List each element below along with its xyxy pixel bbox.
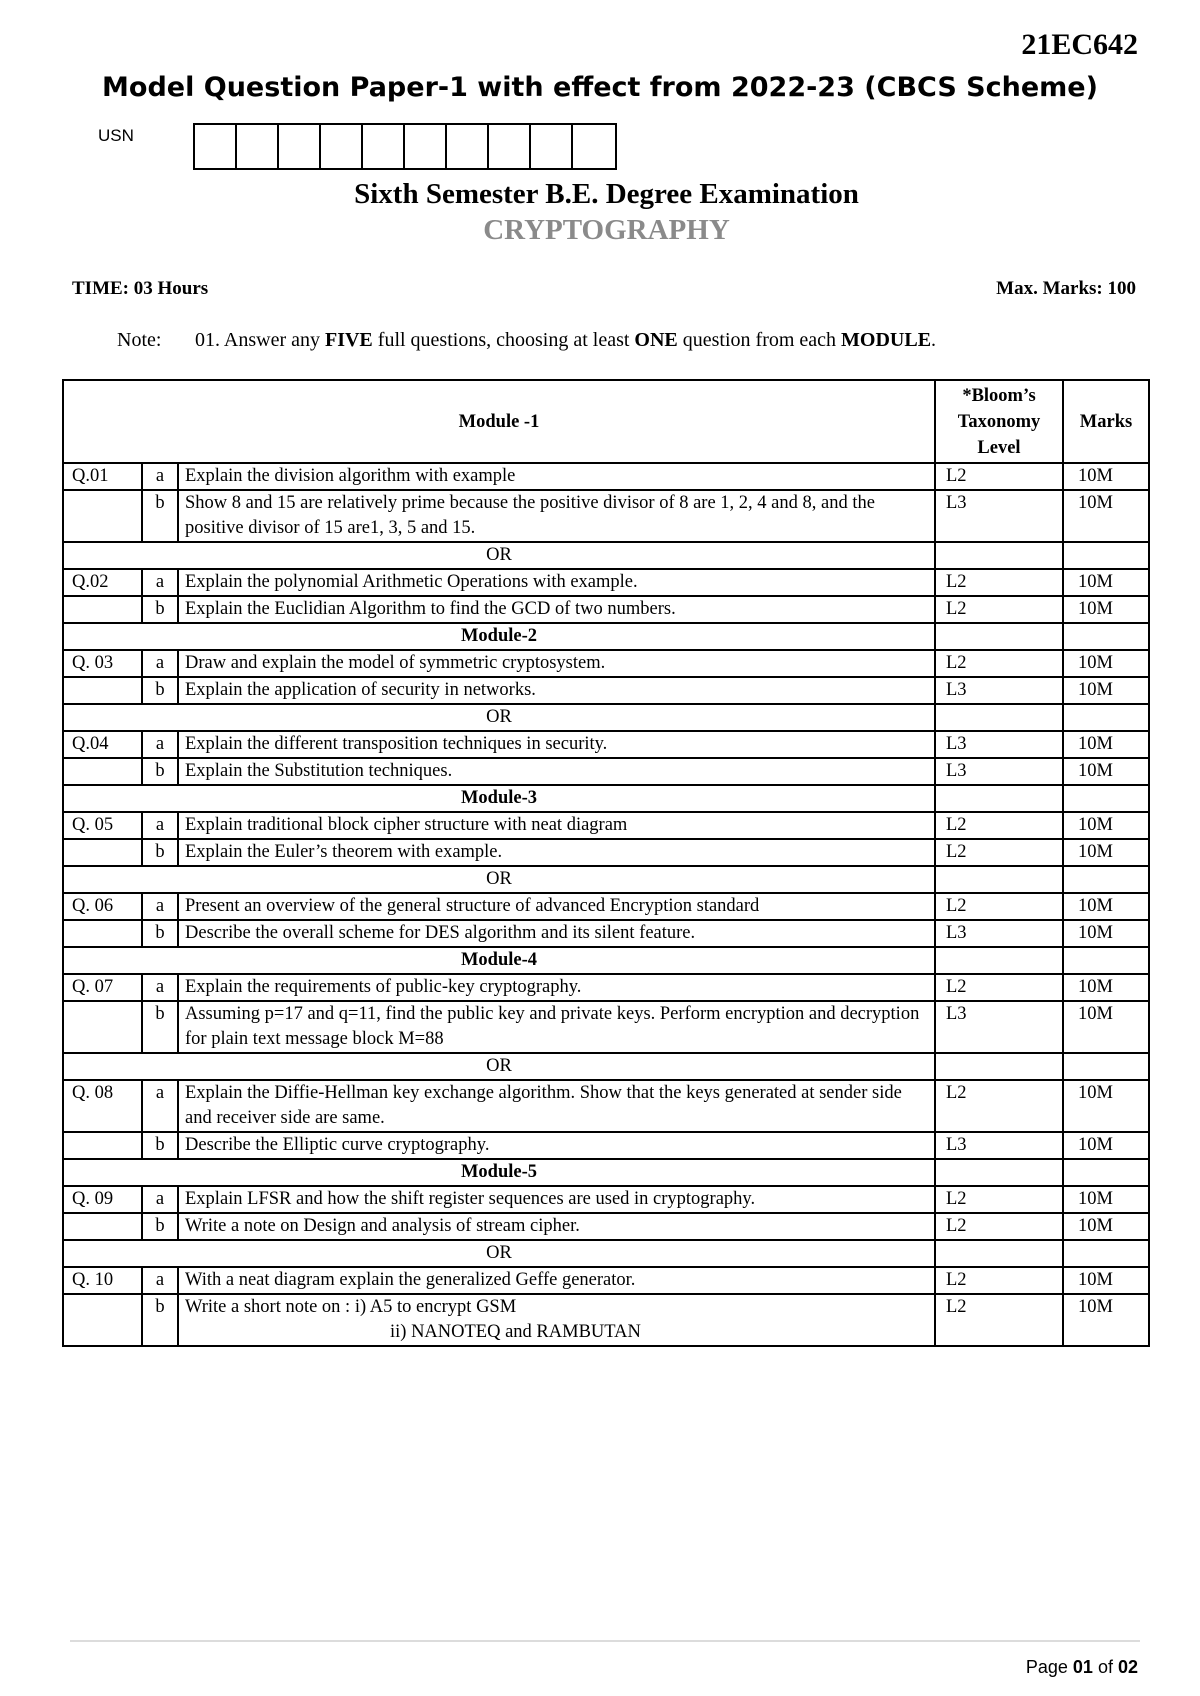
or-separator-row xyxy=(63,704,1149,731)
usn-box[interactable] xyxy=(321,125,363,168)
question-number xyxy=(63,1294,142,1346)
question-part: a xyxy=(142,569,178,596)
question-marks: 10M xyxy=(1063,1294,1149,1346)
blooms-level: L2 xyxy=(935,974,1063,1001)
question-row xyxy=(63,1080,1149,1132)
question-number xyxy=(63,596,142,623)
question-text: Explain the Euclidian Algorithm to find the GCD of two numbers. xyxy=(178,596,935,623)
blooms-header: *Bloom’s Taxonomy Level xyxy=(935,380,1063,463)
question-part: b xyxy=(142,677,178,704)
question-part: b xyxy=(142,596,178,623)
question-text-line: ii) NANOTEQ and RAMBUTAN xyxy=(390,1322,641,1342)
question-number xyxy=(63,1001,142,1053)
question-row xyxy=(63,1132,1149,1159)
blooms-level: L2 xyxy=(935,463,1063,490)
question-marks: 10M xyxy=(1063,758,1149,785)
blooms-level: L2 xyxy=(935,1213,1063,1240)
question-text: Explain the Diffie-Hellman key exchange algorithm. Show that the keys generated at sender side and receiver side are same. xyxy=(178,1080,935,1132)
usn-box[interactable] xyxy=(573,125,615,168)
or-label: OR xyxy=(63,866,935,893)
question-text: Assuming p=17 and q=11, find the public key and private keys. Perform encryption and decryption for plain text message block M=88 xyxy=(178,1001,935,1053)
blooms-level: L3 xyxy=(935,920,1063,947)
module-row xyxy=(63,1159,1149,1186)
question-text: Explain the different transposition techniques in security. xyxy=(178,731,935,758)
question-part: a xyxy=(142,731,178,758)
question-row xyxy=(63,677,1149,704)
question-text: Draw and explain the model of symmetric cryptosystem. xyxy=(178,650,935,677)
question-text: Describe the overall scheme for DES algorithm and its silent feature. xyxy=(178,920,935,947)
question-row xyxy=(63,812,1149,839)
question-marks: 10M xyxy=(1063,1001,1149,1053)
question-text: Present an overview of the general structure of advanced Encryption standard xyxy=(178,893,935,920)
usn-box[interactable] xyxy=(447,125,489,168)
blooms-level: L2 xyxy=(935,1186,1063,1213)
or-label: OR xyxy=(63,704,935,731)
note-label: Note: xyxy=(117,329,162,351)
question-text: Explain LFSR and how the shift register sequences are used in cryptography. xyxy=(178,1186,935,1213)
question-marks: 10M xyxy=(1063,650,1149,677)
question-part: b xyxy=(142,920,178,947)
question-row xyxy=(63,463,1149,490)
question-row xyxy=(63,569,1149,596)
blooms-level: L2 xyxy=(935,1080,1063,1132)
question-number: Q. 07 xyxy=(63,974,142,1001)
question-marks: 10M xyxy=(1063,839,1149,866)
usn-label: USN xyxy=(98,126,134,145)
question-number: Q.04 xyxy=(63,731,142,758)
note-text: 01. Answer any FIVE full questions, choosing at least ONE question from each MODULE. xyxy=(195,329,937,351)
blooms-level: L2 xyxy=(935,596,1063,623)
question-part: b xyxy=(142,1294,178,1346)
blooms-level: L3 xyxy=(935,677,1063,704)
page-number: Page 01 of 02 xyxy=(1025,1657,1138,1677)
question-number: Q. 06 xyxy=(63,893,142,920)
question-row xyxy=(63,490,1149,542)
blooms-level: L2 xyxy=(935,893,1063,920)
question-number: Q. 09 xyxy=(63,1186,142,1213)
question-marks: 10M xyxy=(1063,731,1149,758)
question-part: a xyxy=(142,812,178,839)
module-label: Module-4 xyxy=(63,947,935,974)
blooms-level: L2 xyxy=(935,1267,1063,1294)
usn-box[interactable] xyxy=(405,125,447,168)
usn-boxes xyxy=(193,123,617,170)
question-text: Write a note on Design and analysis of stream cipher. xyxy=(178,1213,935,1240)
blooms-level: L2 xyxy=(935,569,1063,596)
question-number xyxy=(63,490,142,542)
blooms-level: L2 xyxy=(935,650,1063,677)
question-row xyxy=(63,596,1149,623)
or-label: OR xyxy=(63,542,935,569)
usn-box[interactable] xyxy=(279,125,321,168)
or-separator-row xyxy=(63,1053,1149,1080)
question-number xyxy=(63,1213,142,1240)
question-row xyxy=(63,1186,1149,1213)
question-number: Q. 08 xyxy=(63,1080,142,1132)
question-row xyxy=(63,974,1149,1001)
question-text: Explain the Substitution techniques. xyxy=(178,758,935,785)
question-marks: 10M xyxy=(1063,812,1149,839)
question-text: Explain the requirements of public-key cryptography. xyxy=(178,974,935,1001)
question-row xyxy=(63,1294,1149,1346)
question-number xyxy=(63,920,142,947)
module-row xyxy=(63,785,1149,812)
marks-header: Marks xyxy=(1063,380,1149,463)
or-separator-row xyxy=(63,542,1149,569)
footer-divider xyxy=(70,1640,1140,1642)
question-marks: 10M xyxy=(1063,1132,1149,1159)
question-number: Q. 05 xyxy=(63,812,142,839)
question-part: a xyxy=(142,893,178,920)
question-row xyxy=(63,920,1149,947)
question-number: Q.01 xyxy=(63,463,142,490)
question-row xyxy=(63,1001,1149,1053)
blooms-level: L3 xyxy=(935,731,1063,758)
question-number xyxy=(63,839,142,866)
usn-box[interactable] xyxy=(195,125,237,168)
question-part: b xyxy=(142,1213,178,1240)
exam-time: TIME: 03 Hours xyxy=(72,278,209,299)
or-separator-row xyxy=(63,866,1149,893)
max-marks: Max. Marks: 100 xyxy=(996,278,1136,299)
question-table xyxy=(62,379,1150,1347)
question-part: b xyxy=(142,758,178,785)
question-part: a xyxy=(142,1267,178,1294)
question-part: a xyxy=(142,1186,178,1213)
question-number: Q. 03 xyxy=(63,650,142,677)
question-part: b xyxy=(142,1001,178,1053)
question-row xyxy=(63,758,1149,785)
question-marks: 10M xyxy=(1063,974,1149,1001)
or-separator-row xyxy=(63,1240,1149,1267)
question-part: b xyxy=(142,1132,178,1159)
question-text: Explain the division algorithm with example xyxy=(178,463,935,490)
module-row xyxy=(63,947,1149,974)
blooms-level: L3 xyxy=(935,1001,1063,1053)
module-heading: Module -1 xyxy=(63,380,935,463)
question-number: Q.02 xyxy=(63,569,142,596)
question-marks: 10M xyxy=(1063,920,1149,947)
question-text-line: Write a short note on : i) A5 to encrypt GSM xyxy=(185,1297,517,1317)
question-marks: 10M xyxy=(1063,1080,1149,1132)
or-label: OR xyxy=(63,1053,935,1080)
question-row xyxy=(63,839,1149,866)
blooms-level: L3 xyxy=(935,758,1063,785)
subject-name: CRYPTOGRAPHY xyxy=(483,214,730,246)
module-label: Module-5 xyxy=(63,1159,935,1186)
question-number xyxy=(63,677,142,704)
exam-name: Sixth Semester B.E. Degree Examination xyxy=(354,178,859,210)
question-text: Show 8 and 15 are relatively prime because the positive divisor of 8 are 1, 2, 4 and 8, and the positive divisor of 15 are1, 3, 5 and 15. xyxy=(178,490,935,542)
question-part: a xyxy=(142,650,178,677)
question-marks: 10M xyxy=(1063,596,1149,623)
question-text: Explain the polynomial Arithmetic Operations with example. xyxy=(178,569,935,596)
question-marks: 10M xyxy=(1063,677,1149,704)
question-part: b xyxy=(142,490,178,542)
question-row xyxy=(63,1267,1149,1294)
question-number: Q. 10 xyxy=(63,1267,142,1294)
question-row xyxy=(63,731,1149,758)
question-marks: 10M xyxy=(1063,893,1149,920)
question-part: a xyxy=(142,974,178,1001)
question-row xyxy=(63,893,1149,920)
paper-title: Model Question Paper-1 with effect from 2022-23 (CBCS Scheme) xyxy=(102,72,1098,103)
question-text: With a neat diagram explain the generalized Geffe generator. xyxy=(178,1267,935,1294)
module-label: Module-2 xyxy=(63,623,935,650)
question-row xyxy=(63,650,1149,677)
question-marks: 10M xyxy=(1063,569,1149,596)
paper-code: 21EC642 xyxy=(1021,28,1138,61)
question-number xyxy=(63,758,142,785)
blooms-level: L2 xyxy=(935,1294,1063,1346)
blooms-level: L2 xyxy=(935,839,1063,866)
question-part: a xyxy=(142,463,178,490)
question-text: Explain traditional block cipher structure with neat diagram xyxy=(178,812,935,839)
blooms-level: L3 xyxy=(935,490,1063,542)
usn-box[interactable] xyxy=(237,125,279,168)
question-text xyxy=(178,1294,935,1346)
table-header-row xyxy=(63,380,1149,463)
question-text: Explain the application of security in networks. xyxy=(178,677,935,704)
question-marks: 10M xyxy=(1063,1213,1149,1240)
question-text: Describe the Elliptic curve cryptography. xyxy=(178,1132,935,1159)
usn-box[interactable] xyxy=(531,125,573,168)
question-marks: 10M xyxy=(1063,490,1149,542)
question-marks: 10M xyxy=(1063,1186,1149,1213)
or-label: OR xyxy=(63,1240,935,1267)
usn-box[interactable] xyxy=(489,125,531,168)
question-row xyxy=(63,1213,1149,1240)
module-row xyxy=(63,623,1149,650)
question-part: b xyxy=(142,839,178,866)
blooms-level: L2 xyxy=(935,812,1063,839)
question-text: Explain the Euler’s theorem with example. xyxy=(178,839,935,866)
question-marks: 10M xyxy=(1063,1267,1149,1294)
question-marks: 10M xyxy=(1063,463,1149,490)
question-number xyxy=(63,1132,142,1159)
module-label: Module-3 xyxy=(63,785,935,812)
question-part: a xyxy=(142,1080,178,1132)
blooms-level: L3 xyxy=(935,1132,1063,1159)
usn-box[interactable] xyxy=(363,125,405,168)
